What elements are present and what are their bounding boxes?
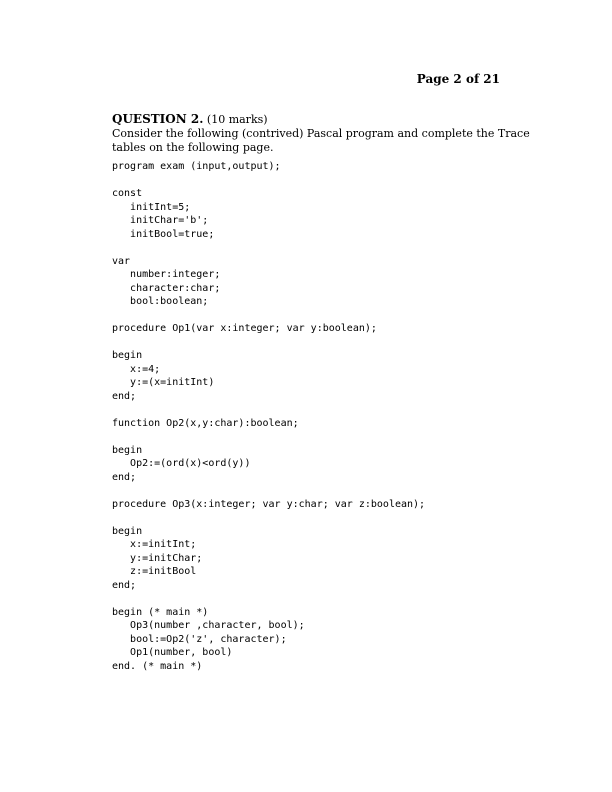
code-line: program exam (input,output); (112, 161, 281, 172)
question-title: QUESTION 2. (112, 112, 204, 126)
code-line: z:=initBool (112, 566, 197, 577)
code-line (112, 174, 542, 188)
code-line: x:=4; (112, 363, 161, 375)
code-line: initChar='b'; (112, 215, 209, 226)
code-line: bool:boolean; (112, 296, 209, 307)
page-number: Page 2 of 21 (416, 72, 500, 86)
code-line (112, 336, 542, 350)
code-line: begin (112, 350, 143, 361)
code-line: Op1(number, bool) (112, 647, 233, 658)
code-line (112, 403, 542, 417)
code-line: end; (112, 471, 137, 483)
code-line (112, 241, 542, 255)
code-line: end; (112, 390, 137, 402)
code-line: function Op2(x,y:char):boolean; (112, 417, 299, 429)
code-line: bool:=Op2('z', character); (112, 633, 287, 645)
pascal-code-listing (112, 160, 542, 673)
code-line: end. (* main *) (112, 660, 203, 672)
code-line: y:=(x=initInt) (112, 377, 215, 388)
code-line: begin (* main *) (112, 606, 209, 618)
code-line: initInt=5; (112, 201, 191, 213)
code-line: begin (112, 444, 143, 456)
code-line: end; (112, 579, 137, 591)
code-line (112, 592, 542, 606)
code-line: procedure Op3(x:integer; var y:char; var z:boolean); (112, 498, 426, 510)
question-block (112, 112, 540, 155)
code-line (112, 484, 542, 498)
question-marks: (10 marks) (206, 113, 268, 126)
code-line (112, 430, 542, 444)
code-line (112, 309, 542, 323)
question-heading (112, 112, 540, 127)
code-line: const (112, 188, 143, 199)
code-line: initBool=true; (112, 228, 215, 240)
code-line: var (112, 255, 131, 267)
code-line: x:=initInt; (112, 539, 197, 550)
code-line: character:char; (112, 282, 221, 294)
code-line: y:=initChar; (112, 552, 203, 564)
code-line: begin (112, 525, 143, 537)
code-line: Op2:=(ord(x)<ord(y)) (112, 458, 251, 469)
code-line (112, 511, 542, 525)
question-intro: Consider the following (contrived) Pascal program and complete the Trace tables on the following page. (112, 127, 530, 154)
code-line: procedure Op1(var x:integer; var y:boolean); (112, 323, 377, 334)
code-line: Op3(number ,character, bool); (112, 620, 305, 631)
code-line: number:integer; (112, 269, 221, 280)
